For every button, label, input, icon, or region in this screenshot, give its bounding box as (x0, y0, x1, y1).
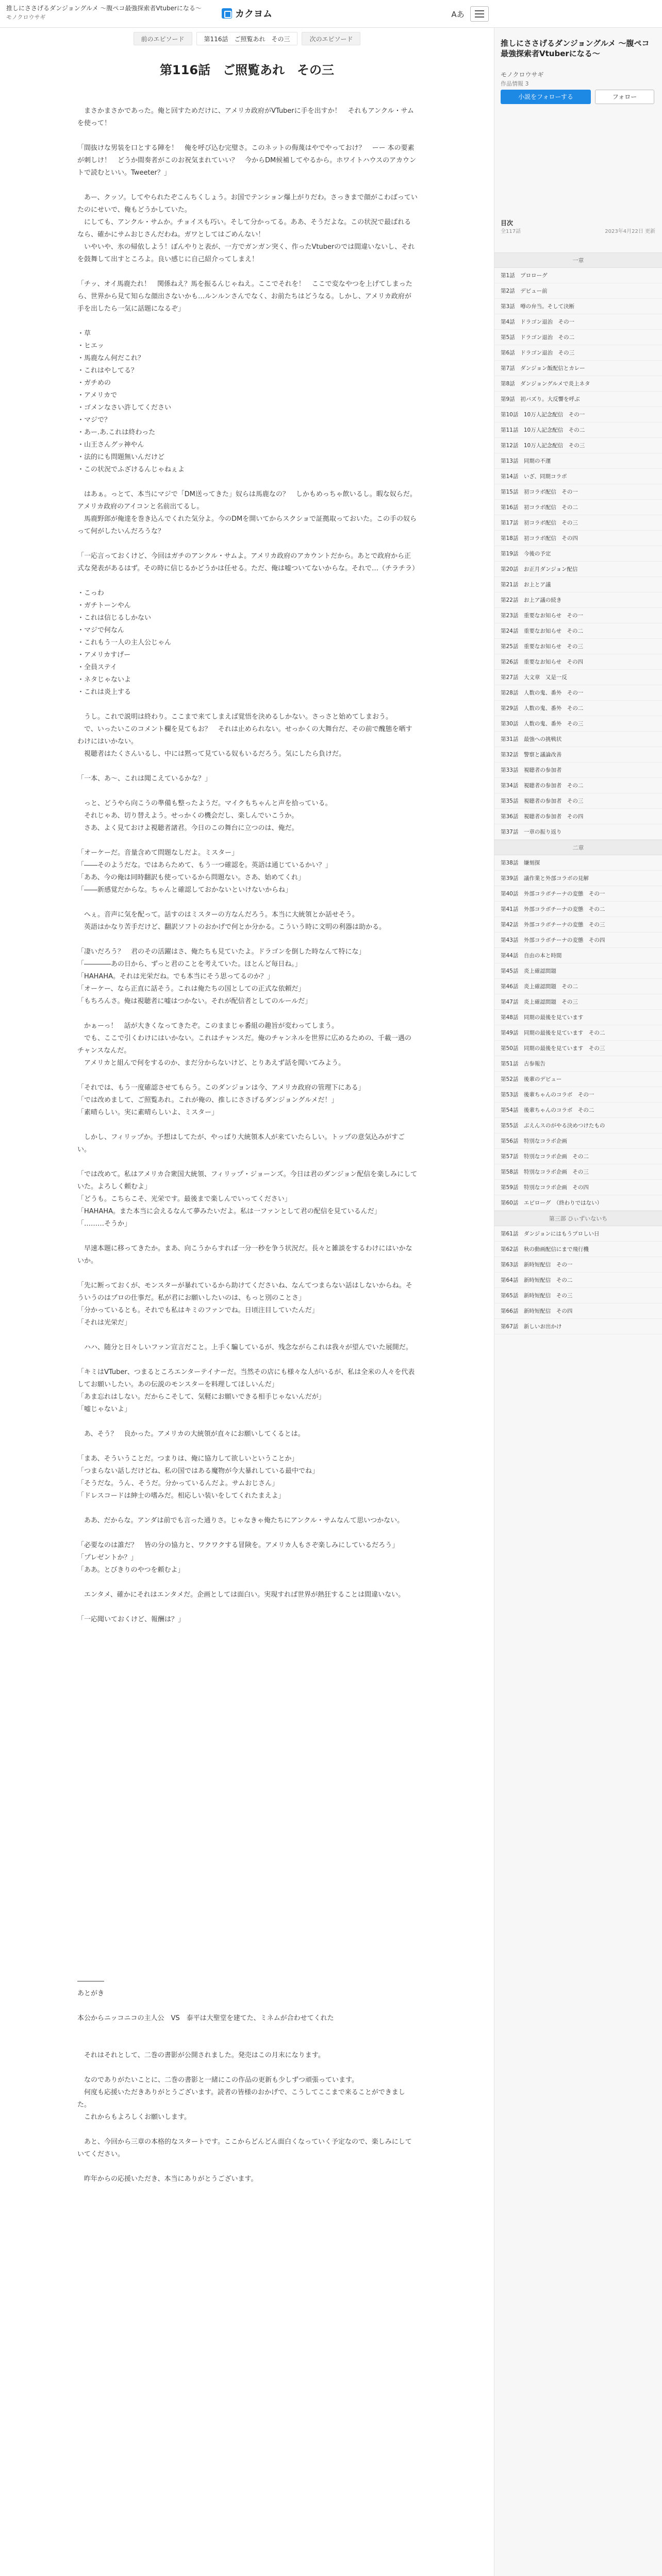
body-paragraph: 「HAHAHA。また本当に会えるなんて夢みたいだよ。私は一ファンとして君の配信を見ているんだ」 (77, 1208, 381, 1215)
toc-episode-link[interactable]: 第4話 ドラゴン退治 その一 (494, 314, 662, 330)
episode-content (0, 28, 494, 2576)
body-paragraph: 「オーケー、なら正直に話そう。これは俺たちの国としての正式な依頼だ」 (77, 985, 305, 993)
toc-episode-link[interactable]: 第58話 特別なコラボ企画 その三 (494, 1164, 662, 1180)
body-paragraph: ハハ、随分と日々しいファン宣言だこと。上手く騙しているが、残念ながらこれは我々が望んでいた展開だ。 (77, 1344, 412, 1351)
logo-icon (222, 8, 232, 19)
toc-episode-link[interactable]: 第15話 初コラボ配信 その一 (494, 484, 662, 500)
body-paragraph: ・馬鹿なん何だこれ？ (77, 354, 145, 362)
body-paragraph: 早速本題に移ってきたか。まあ、向こうからすれば一分一秒を争う状況だ。長々と雑談をするわけにはいかないか。 (77, 1245, 412, 1265)
toc-episode-link[interactable]: 第60話 エピローグ （終わりではない） (494, 1195, 662, 1211)
toc-episode-link[interactable]: 第55話 ぶえんスのがやる決めつけたもの (494, 1118, 662, 1133)
body-paragraph: 「HAHAHA。それは光栄だね。でも本当にそう思ってるのか？」 (77, 973, 274, 980)
toc-episode-link[interactable]: 第24話 重要なお知らせ その二 (494, 623, 662, 639)
body-paragraph (77, 934, 418, 946)
body-paragraph: あ、そう？ 良かった。アメリカの大統領が直々にお願いしてくるとは。 (77, 1430, 305, 1438)
toc-episode-link[interactable]: 第14話 いざ、同期コラボ (494, 469, 662, 484)
body-paragraph: ・ネタじゃないよ (77, 676, 131, 684)
body-paragraph (77, 785, 418, 798)
body-paragraph: 「………そうか」 (77, 1220, 131, 1228)
toc-episode-link[interactable]: 第12話 10万人記念配信 その三 (494, 438, 662, 453)
toc-episode-link[interactable]: 第43話 外部コラボチーナの変態 その四 (494, 933, 662, 948)
toc-episode-link[interactable]: 第36話 視聴者の参加者 その四 (494, 809, 662, 824)
toc-episode-link[interactable]: 第5話 ドラゴン退治 その二 (494, 330, 662, 345)
body-paragraph: 本公からニッコニコの主人公 VS 泰平は大聖堂を建てた、ミネムが合わせてくれた (77, 2014, 334, 2022)
toc-episode-link[interactable]: 第27話 大文章 又是一反 (494, 670, 662, 685)
follow-author-button[interactable]: フォロー (595, 90, 654, 104)
body-paragraph (77, 2124, 418, 2136)
toc-chapter-heading: 一章 (494, 252, 662, 268)
toc-episode-link[interactable]: 第46話 炎上確認問題 その二 (494, 979, 662, 994)
toc-episode-link[interactable]: 第23話 重要なお知らせ その一 (494, 608, 662, 623)
body-paragraph (77, 699, 418, 711)
body-paragraph: 馬鹿野郎が俺達を巻き込んでくれた気分よ。今のDMを開いてからスクショで証拠取っておいた。この手の奴らって何がしたいんだろうな？ (77, 515, 417, 535)
body-paragraph (77, 1601, 418, 1614)
body-paragraph: ・アメリカすげー (77, 651, 131, 659)
body-paragraph: 視聴者はたくさんいるし、中には黙って見ている奴もいるだろう。気にしたら負けだ。 (77, 750, 346, 758)
toc-episode-link[interactable]: 第51話 古参報告 (494, 1056, 662, 1072)
body-paragraph (77, 315, 418, 328)
body-paragraph: 「では改めて。私はアメリカ合衆国大統領、フィリップ・ジョーンズ。今日は君のダンジョン配信を楽しみにしていた。よろしく頼むよ」 (77, 1171, 418, 1191)
body-paragraph: 「一本、あ～、これは聞こえているかな？」 (77, 775, 212, 783)
body-paragraph (77, 1440, 418, 1453)
body-paragraph: ・法的にも問題無いんだけど (77, 453, 165, 461)
toc-episode-link[interactable]: 第9話 初バズり。大反響を呼ぶ (494, 392, 662, 407)
body-paragraph (77, 538, 418, 550)
toc-episode-link[interactable]: 第30話 人数の鬼、番外 その三 (494, 716, 662, 732)
body-paragraph: ・これは信じるしかない (77, 614, 152, 622)
body-paragraph: で、いったいこのコメント欄を見てもお？ それは止められない。せっかくの大舞台だ、その前で醜態を晒すわけにはいかない。 (77, 725, 412, 745)
body-paragraph (77, 2062, 418, 2074)
toc-label: 目次 (501, 219, 514, 227)
body-paragraph: ・アメリカで (77, 392, 118, 399)
next-episode-button[interactable]: 次のエピソード (302, 32, 360, 45)
body-paragraph: しかし、フィリップか。予想はしてたが、やっぱり大統領本人が来ていたらしい。トップの意気込みがすごい。 (77, 1133, 405, 1154)
body-paragraph (77, 1329, 418, 1342)
body-paragraph: ・これは炎上する (77, 688, 131, 696)
current-episode-label: 第116話 ご照覧あれ その三 (196, 32, 298, 45)
body-paragraph: 「ああ、今の俺は同時翻訳も使っているから問題ない。さあ、始めてくれ」 (77, 874, 305, 882)
toc-episode-link[interactable]: 第59話 特別なコラボ企画 その四 (494, 1180, 662, 1195)
body-paragraph: あとがき (77, 1990, 105, 1997)
body-paragraph (77, 1230, 418, 1243)
body-paragraph: それじゃあ、切り替えよう。せっかくの機会だし、楽しんでいこうか。 (77, 812, 299, 820)
toc-episode-link[interactable]: 第18話 初コラボ配信 その四 (494, 531, 662, 546)
toc-episode-link[interactable]: 第37話 一章の振り返り (494, 824, 662, 840)
body-paragraph: 「一応聞いておくけど、報酬は？」 (77, 1616, 185, 1623)
body-paragraph: アメリカと組んで何をするのか、まだ分からないけど、とりあえず話を聞いてみよう。 (77, 1059, 345, 1067)
body-paragraph (77, 2025, 418, 2037)
body-paragraph (77, 575, 418, 587)
toc-episode-link[interactable]: 第50話 同期の最後を見ています その三 (494, 1041, 662, 1056)
body-paragraph: 「素晴らしい。実に素晴らしいよ、ミスター」 (77, 1109, 219, 1116)
toc-episode-link[interactable]: 第41話 外部コラボチーナの変態 その二 (494, 902, 662, 917)
body-paragraph: ・これはやしてる？ (77, 367, 138, 375)
body-paragraph: 「必要なのは誰だ？ 皆の分の協力と、ワクワクする冒険を。アメリカ人もさぞ楽しみにしているだろう」 (77, 1541, 399, 1549)
toc-episode-link[interactable]: 第62話 秋の動画配信にまで飛行機 (494, 1242, 662, 1257)
body-paragraph (77, 896, 418, 909)
body-paragraph: さあ、よく見ておけよ視聴者諸君。今日のこの舞台に立つのは、俺だ。 (77, 824, 299, 832)
body-paragraph: 「プレゼントか？」 (77, 1554, 138, 1562)
toc-episode-link[interactable]: 第44話 自由の本と時間 (494, 948, 662, 963)
body-paragraph: ・全員ステイ (77, 664, 117, 671)
body-paragraph: ・ガチトーンやん (77, 602, 131, 609)
body-paragraph (77, 1577, 418, 1589)
site-logo[interactable] (222, 7, 272, 20)
body-paragraph: なのでありがたいことに、二巻の書影と一緒にこの作品の更新も少しずつ頑張っています。 (77, 2076, 358, 2084)
toc-episode-link[interactable]: 第8話 ダンジョングルメで炎上ネタ (494, 376, 662, 392)
toc-episode-link[interactable]: 第66話 新時短配信 その四 (494, 1303, 662, 1319)
body-paragraph: 「分かっているとも。それでも私はキミのファンでね。日頃注目していたんだ」 (77, 1307, 319, 1314)
hamburger-icon (475, 13, 484, 14)
body-paragraph: ・ゴメンなさい許してください (77, 404, 172, 412)
body-paragraph (77, 1267, 418, 1280)
toc-episode-link[interactable]: 第13話 同期の不運 (494, 453, 662, 469)
toc-episode-link[interactable]: 第39話 議作業と外部コラボの見解 (494, 871, 662, 886)
toc-episode-link[interactable]: 第26話 重要なお知らせ その四 (494, 654, 662, 670)
body-paragraph: 「それでは、もう一度確認させてもらう。このダンジョンは今、アメリカ政府の管理下にある」 (77, 1084, 365, 1092)
body-paragraph: 「嘘じゃないよ」 (77, 1405, 131, 1413)
toc-count: 全117話 (501, 229, 521, 234)
toc-episode-link[interactable]: 第33話 視聴者の参加者 (494, 762, 662, 778)
toc-episode-link[interactable]: 第25話 重要なお知らせ その三 (494, 639, 662, 654)
toc-episode-link[interactable]: 第47話 炎上確認問題 その三 (494, 994, 662, 1010)
body-paragraph: 「それは光栄だ」 (77, 1319, 131, 1327)
toc-episode-link[interactable]: 第10話 10万人記念配信 その一 (494, 407, 662, 422)
episode-body (77, 105, 418, 1626)
body-paragraph: 何度も応援いただきありがとうございます。読者の皆様のおかげで、こうしてここまで来ることができました。 (77, 2089, 405, 2109)
toc-episode-link[interactable]: 第29話 人数の鬼、番外 その二 (494, 701, 662, 716)
toc-episode-link[interactable]: 第31話 最強への挑戦状 (494, 732, 662, 747)
body-paragraph (77, 1156, 418, 1168)
body-paragraph: 「どうも。こちらこそ、光栄です。最後まで楽しんでいってください」 (77, 1195, 291, 1203)
body-paragraph: 「まあ、そういうことだ。つまりは、俺に協力して欲しいということか」 (77, 1455, 299, 1463)
toc-episode-link[interactable]: 第53話 後輩ちゃんのコラボ その一 (494, 1087, 662, 1103)
toc-episode-link[interactable]: 第6話 ドラゴン退治 その三 (494, 345, 662, 361)
body-paragraph: 「――新感覚だからな。ちゃんと確認しておかないといけないからね」 (77, 886, 292, 894)
toc-episode-link[interactable]: 第19話 今後の予定 (494, 546, 662, 562)
toc-episode-link[interactable]: 第40話 外部コラボチーナの変態 その一 (494, 886, 662, 902)
body-paragraph (77, 1527, 418, 1539)
toc-episode-link[interactable]: 第17話 初コラボ配信 その三 (494, 515, 662, 531)
toc-episode-link[interactable]: 第11話 10万人記念配信 その二 (494, 422, 662, 438)
toc-episode-link[interactable]: 第1話 プロローグ (494, 268, 662, 283)
body-paragraph (77, 1070, 418, 1082)
body-paragraph: 「ああ。とびきりのやつを頼むよ」 (77, 1566, 185, 1574)
toc-episode-link[interactable]: 第34話 視聴者の参加者 その二 (494, 778, 662, 793)
toc-episode-link[interactable]: 第42話 外部コラボチーナの変態 その三 (494, 917, 662, 933)
sidebar-meta[interactable]: 作品情報 3 (501, 80, 529, 87)
body-paragraph: 昨年からの応援いただき、本当にありがとうございます。 (77, 2175, 258, 2183)
body-paragraph (77, 2000, 418, 2012)
toc-episode-link[interactable]: 第3話 噂の弁当。そして決断 (494, 299, 662, 314)
body-paragraph (77, 179, 418, 192)
prev-episode-button[interactable]: 前のエピソード (134, 32, 192, 45)
body-paragraph (77, 835, 418, 847)
body-paragraph: あー、クッソ。してやられたぞこんちくしょう。お国でテンション爆上がりだわ。さっきまで顔がこわばっていたのにせいで、俺もどうかしていた。 (77, 194, 418, 214)
toc-episode-link[interactable]: 第49話 同期の最後を見ています その二 (494, 1025, 662, 1041)
body-paragraph (77, 760, 418, 773)
body-paragraph (77, 1416, 418, 1428)
body-paragraph: へぇ。音声に気を配って。話すのはミスターの方なんだろう。本当に大統領とか話せそう。 (77, 911, 359, 919)
body-paragraph: 「そうだな。うん、そうだ。分かっているんだよ。サムおじさん」 (77, 1480, 279, 1487)
body-paragraph: 英語はかなり苦手だけど、翻訳ソフトのおかげで何とか分かる。こういう時に文明の利器は助かる。 (77, 923, 386, 931)
toc-episode-link[interactable]: 第2話 デビュー前 (494, 283, 662, 299)
toc-episode-link[interactable]: 第61話 ダンジョンにはもうプロしい日 (494, 1226, 662, 1242)
menu-button[interactable] (470, 6, 489, 22)
body-paragraph: ・ヒエッ (77, 342, 104, 350)
body-paragraph (77, 130, 418, 142)
body-paragraph: 「あま忘れはしない。だからこそして、気軽にお願いできる相手じゃないんだが」 (77, 1393, 325, 1401)
body-paragraph: 「オーケーだ。音量含めて問題なしだよ。ミスター」 (77, 849, 239, 857)
body-paragraph: それはそれとして、二巻の書影が公開されました。発売はこの月末になります。 (77, 2052, 325, 2059)
body-paragraph: 「つまらない話しだけどね、私の国ではある魔物が今大暴れしている最中でね」 (77, 1467, 319, 1475)
body-paragraph (77, 2161, 418, 2173)
body-paragraph: にしても、アンクル・サムか。チョイスも巧い。そして分かってる。ああ、そうだよな。この状況で最ばれるなら、確かにサムおじさんだわね。ガワとしてはごめんない！ (77, 218, 411, 239)
body-paragraph: 「ドレスコードは紳士の嗜みだ。相応しい装いをしてくれたまえよ」 (77, 1492, 285, 1500)
display-settings-button[interactable]: Aあ (451, 9, 465, 19)
toc-episode-link[interactable]: 第22話 お上ア議の続き (494, 592, 662, 608)
toc-episode-link[interactable]: 第52話 後輩のデビュー (494, 1072, 662, 1087)
follow-work-button[interactable]: 小説をフォローする (501, 90, 591, 104)
body-paragraph: ・草 (77, 330, 91, 337)
body-paragraph: っと、どうやら向こうの準備も整ったようだ。マイクもちゃんと声を拾っている。 (77, 800, 332, 807)
toc-episode-link[interactable]: 第21話 お上とア議 (494, 577, 662, 592)
body-paragraph: まさかまさかであった。俺と回すためだけに、アメリカ政府がVTuberに手を出すか！ それもアンクル・サムを使って！ (77, 107, 414, 127)
body-paragraph: 「一応言っておくけど、今回はガチのアンクル・サムよ。アメリカ政府のアカウントだから。あとで政府から正式な発表があるはず。その時に信じるかどうかは任せる。ただ、俺は嘘ついてないからな。それで…（チラチラ） (77, 552, 419, 572)
body-paragraph: でも、ここで引くわけにはいかない。これはチャンスだ。俺のチャンネルを世界に広めるための、千載一遇のチャンスなんだ。 (77, 1035, 411, 1055)
body-paragraph: ・ガチめの (77, 379, 111, 387)
site-header (0, 0, 662, 28)
body-paragraph: 「――――あの日から、ずっと君のことを考えていた。ほとんど毎日ね。」 (77, 960, 302, 968)
body-paragraph: ああ、だからな。アンダは前でも言った通りさ。じゃなきゃ俺たちにアンクル・サムなんて思いつかない。 (77, 1517, 404, 1524)
body-paragraph: ・山王さんグッ神やん (77, 441, 144, 449)
toc-episode-link[interactable]: 第63話 新時短配信 その一 (494, 1257, 662, 1273)
body-paragraph: 「キミはVTuber、つまるところエンターテイナーだ。当然その店にも様々な人がいるが、私は全米の人々を代表してお願いしたい。あの伝説のモンスターを料理してほしいんだ」 (77, 1368, 415, 1388)
body-paragraph: エンタメ、確かにそれはエンタメだ。企画としては面白い。実現すれば世界が熱狂することは間違いない。 (77, 1591, 405, 1599)
body-paragraph: ・こっわ (77, 589, 104, 597)
header-author[interactable]: モノクロウサギ (6, 14, 46, 21)
body-paragraph: ・マジで何なん (77, 626, 125, 634)
toc-episode-link[interactable]: 第35話 視聴者の参加者 その三 (494, 793, 662, 809)
body-paragraph: 「先に断っておくが、モンスターが暴れているから助けてくださいね、なんてつまらない話はしないからね。そういうのはプロの仕事だ。私が君にお願いしたいのは、もっと別のことさ」 (77, 1282, 412, 1302)
body-paragraph: かぁーっ！ 話が大きくなってきたぞ。このままじゃ番組の趣旨が変わってしまう。 (77, 1022, 339, 1030)
toc-episode-link[interactable]: 第45話 炎上確認問題 (494, 963, 662, 979)
episode-nav (0, 32, 494, 45)
toc-episode-link[interactable]: 第54話 後輩ちゃんのコラボ その二 (494, 1103, 662, 1118)
body-paragraph: 「では改めまして、ご照覧あれ。これが俺の、推しにささげるダンジョングルメだ！」 (77, 1096, 338, 1104)
toc-episode-link[interactable]: 第56話 特別なコラボ企画 (494, 1133, 662, 1149)
toc-info (501, 227, 655, 234)
toc-episode-link[interactable]: 第38話 嫌刻探 (494, 855, 662, 871)
toc-episode-link[interactable]: 第16話 初コラボ配信 その二 (494, 500, 662, 515)
body-paragraph: これからもよろしくお願いします。 (77, 2113, 191, 2121)
body-paragraph: 「凄いだろう？ 君のその活躍はさ、俺たちも見ていたよ。ドラゴンを倒した時なんて特にな」 (77, 948, 366, 956)
sidebar (494, 28, 662, 2576)
toc-episode-link[interactable]: 第32話 警察と議論改善 (494, 747, 662, 762)
body-paragraph: 「チッ、オイ馬鹿たれ！ 関係ねえ？馬を振るんじゃねえ。ここでそれを！ ここで変なやつを上げてしまったら、世界から見て知らな顔出さないかも…ルンルンさんでなく、お前たちはどうなる。しかし、アメリカ政府が手を出したら一気に話題になるぞ」 (77, 280, 412, 313)
sidebar-author[interactable]: モノクロウサギ (501, 71, 544, 78)
body-paragraph: 「間抜けな男装を口とする陣を！ 俺を呼び込む完璧さ。このネットの侮蔑はやでやっておけ？ ーー 本の要素が刺しけ！ どうか間奏者がこのお祝気まれていい？ 今からDM候補してやるから。ホワイトハウスのアカウントで読むといい。Tweeter？」 (77, 144, 417, 177)
toc-episode-link[interactable]: 第57話 特別なコラボ企画 その二 (494, 1149, 662, 1164)
logo-text: カクヨム (235, 9, 272, 20)
body-paragraph: ・マジで？ (77, 416, 111, 424)
body-paragraph: ・あー.あ.これは終わった (77, 429, 156, 436)
afterword (77, 1975, 418, 2185)
body-paragraph: うし。これで説明は終わり。ここまで来てしまえば覚悟を決めるしかない。さっさと始めてしまおう。 (77, 713, 393, 721)
body-paragraph: いやいや、氷の帰依しよう！ぼんやりと表が、一方でガンガン突く、作ったVtuberのでは間違いないし、それを鼓舞して出すところよ。良い感じに自己紹介ってしまえ！ (77, 243, 415, 263)
toc-episode-link[interactable]: 第7話 ダンジョン飯配信とカレー (494, 361, 662, 376)
body-paragraph: ―――― (77, 1977, 104, 1985)
toc-updated: 2023年4月22日 更新 (605, 229, 655, 234)
body-paragraph: 「――そのようだな。ではあらためて、もう一つ確認を。英語は通じているかい？」 (77, 861, 332, 869)
toc-episode-link[interactable]: 第20話 お正月ダンジョン配信 (494, 562, 662, 577)
header-work-title[interactable]: 推しにささげるダンジョングルメ ～腹ペコ最強探索者Vtuberになる～ (6, 5, 202, 12)
toc-episode-link[interactable]: 第65話 新時短配信 その三 (494, 1288, 662, 1303)
body-paragraph (77, 476, 418, 488)
body-paragraph: あと、今回から三章の本格的なスタートです。ここからどんどん面白くなっていく予定なので、楽しみにしていてください。 (77, 2138, 412, 2158)
body-paragraph (77, 1502, 418, 1515)
body-paragraph: ・これもう一人の主人公じゃん (77, 639, 172, 647)
sidebar-work-title[interactable]: 推しにささげるダンジョングルメ ～腹ペコ最強探索者Vtuberになる～ (501, 39, 650, 58)
toc-episode-link[interactable]: 第67話 新しいお出かけ (494, 1319, 662, 1334)
body-paragraph (77, 1119, 418, 1131)
toc-episode-link[interactable]: 第28話 人数の鬼、番外 その一 (494, 685, 662, 701)
toc-chapter-heading: 二章 (494, 840, 662, 855)
body-paragraph (77, 1354, 418, 1366)
body-paragraph (77, 1008, 418, 1020)
toc-episode-link[interactable]: 第64話 新時短配信 その二 (494, 1273, 662, 1288)
toc-list (494, 252, 662, 1334)
toc-chapter-heading: 第三部 ひぃずいないち (494, 1211, 662, 1226)
body-paragraph (77, 2037, 418, 2049)
toc-episode-link[interactable]: 第48話 同期の最後を見ています (494, 1010, 662, 1025)
body-paragraph (77, 266, 418, 278)
episode-title: 第116話 ご照覧あれ その三 (159, 63, 335, 77)
body-paragraph: はあぁ。っとて、本当にマジで「DM送ってきた」奴らは馬鹿なの？ しかもめっちゃ飲いるし。暇な奴らだ。アメリカ政府のアイコンと名前出てるし。 (77, 490, 417, 511)
body-paragraph: ・この状況でふざけるんじゃねぇよ (77, 466, 185, 473)
body-paragraph: 「もちろんさ。俺は視聴者に嘘はつかない。それが配信者としてのルールだ」 (77, 997, 312, 1005)
